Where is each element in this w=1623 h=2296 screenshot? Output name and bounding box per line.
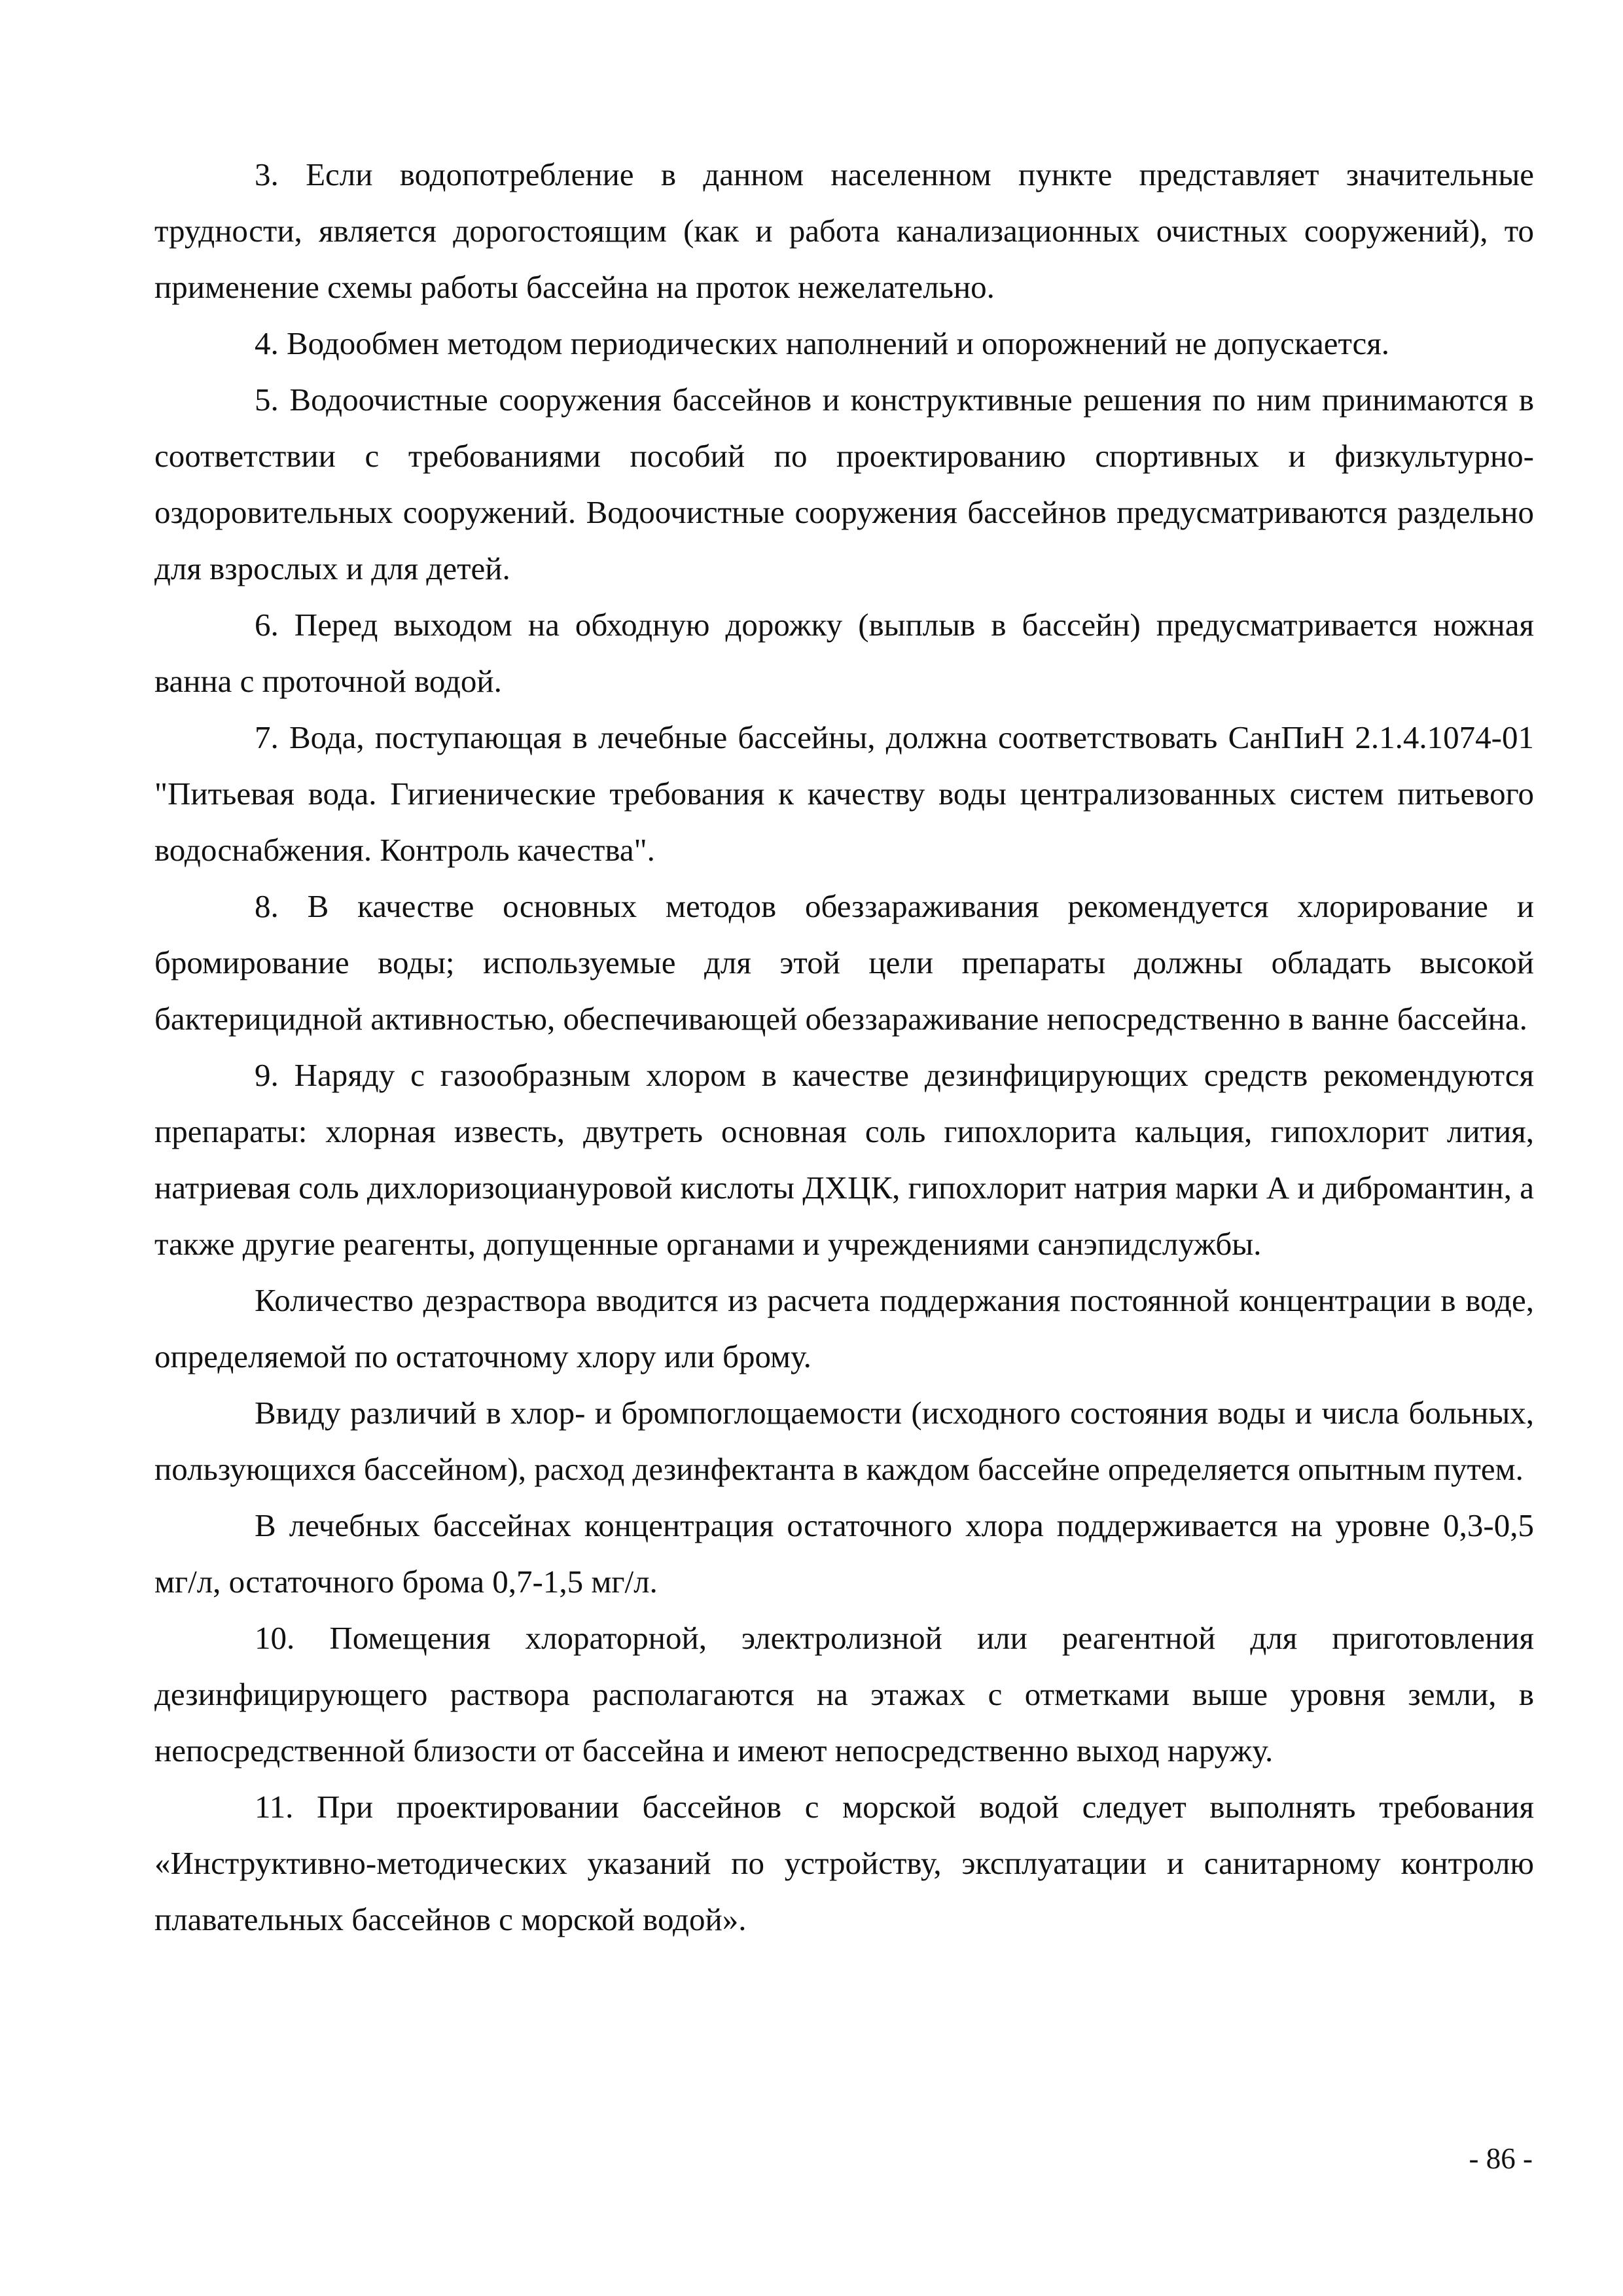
page-body xyxy=(154,147,1534,1948)
paragraph-disinfectant-quantity: Количество дезраствора вводится из расчета поддержания постоянной концентрации в воде, определяемой по остаточному хлору или брому. xyxy=(154,1282,1534,1374)
page-number: - 86 - xyxy=(1469,2142,1533,2175)
paragraph-item-8: 8. В качестве основных методов обеззараживания рекомендуется хлорирование и бромирование воды; используемые для этой цели препараты должны обладать высокой бактерицидной активностью, обеспечивающей обеззараживание непосредственно в ванне бассейна. xyxy=(154,888,1534,1037)
paragraph-item-3: 3. Если водопотребление в данном населенном пункте представляет значительные трудности, является дорогостоящим (как и работа канализационных очистных сооружений), то применение схемы работы бассейна на проток нежелательно. xyxy=(154,156,1534,305)
paragraph-item-10: 10. Помещения хлораторной, электролизной или реагентной для приготовления дезинфицирующего раствора располагаются на этажах с отметками выше уровня земли, в непосредственной близости от бассейна и имеют непосредственно выход наружу. xyxy=(154,1620,1534,1768)
paragraph-absorption-differences: Ввиду различий в хлор- и бромпоглощаемости (исходного состояния воды и числа больных, пользующихся бассейном), расход дезинфектанта в каждом бассейне определяется опытным путем. xyxy=(154,1395,1534,1487)
paragraph-item-5: 5. Водоочистные сооружения бассейнов и конструктивные решения по ним принимаются в соответствии с требованиями пособий по проектированию спортивных и физкультурно-оздоровительных сооружений. Водоочистные сооружения бассейнов предусматриваются раздельно для взрослых и для детей. xyxy=(154,382,1534,586)
paragraph-item-4: 4. Водообмен методом периодических наполнений и опорожнений не допускается. xyxy=(255,325,1390,361)
paragraph-item-6: 6. Перед выходом на обходную дорожку (выплыв в бассейн) предусматривается ножная ванна с проточной водой. xyxy=(154,607,1534,699)
paragraph-item-7: 7. Вода, поступающая в лечебные бассейны, должна соответствовать СанПиН 2.1.4.1074-01 "Питьевая вода. Гигиенические требования к качеству воды централизованных систем питьевого водоснабжения. Контроль качества". xyxy=(154,719,1534,868)
paragraph-chlorine-concentration: В лечебных бассейнах концентрация остаточного хлора поддерживается на уровне 0,3-0,5 мг/л, остаточного брома 0,7-1,5 мг/л. xyxy=(154,1507,1534,1600)
paragraph-item-11: 11. При проектировании бассейнов с морской водой следует выполнять требования «Инструктивно-методических указаний по устройству, эксплуатации и санитарному контролю плавательных бассейнов с морской водой». xyxy=(154,1789,1534,1937)
paragraph-item-9: 9. Наряду с газообразным хлором в качестве дезинфицирующих средств рекомендуются препараты: хлорная известь, двутреть основная соль гипохлорита кальция, гипохлорит лития, натриевая соль дихлоризоциануровой кислоты ДХЦК, гипохлорит натрия марки А и дибромантин, а также другие реагенты, допущенные органами и учреждениями санэпидслужбы. xyxy=(154,1057,1534,1262)
